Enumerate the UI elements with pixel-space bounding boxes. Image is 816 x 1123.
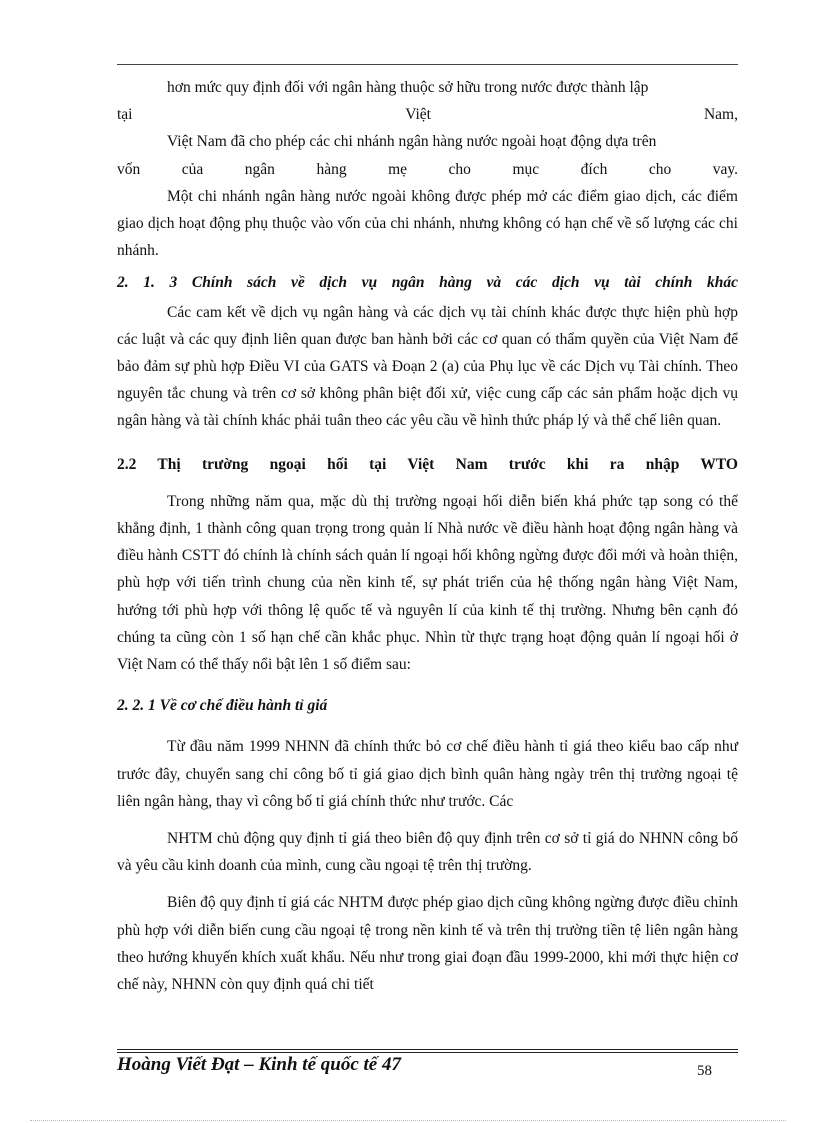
heading-2-2: 2.2 Thị trường ngoại hối tại Việt Nam trước khi ra nhập WTO [117,455,738,473]
paragraph-5: Trong những năm qua, mặc dù thị trường ngoại hối diễn biến khá phức tạp song có thể khẳng định, 1 thành công quan trọng trong quản lí Nhà nước về điều hành hoạt động ngân hàng và điều hành CSTT đó chính là chính sách quản lí ngoại hối không ngừng được đổi mới và hoàn thiện, phù hợp với tiến trình chung của nền kinh tế, sự phát triển của hệ thống ngân hàng Việt Nam, hướng tới phù hợp với thông lệ quốc tế và nguyên lí của kinh tế thị trường. Nhưng bên cạnh đó chúng ta cũng còn 1 số hạn chế cần khắc phục. Nhìn từ thực trạng hoạt động quản lí ngoại hối ở Việt Nam có thể thấy nổi bật lên 1 số điểm sau: [117,492,738,674]
footer-rule [117,1049,738,1050]
header-rule [117,64,738,65]
page-bottom-border [30,1120,786,1121]
paragraph-1-line-2: tại Việt Nam, [117,106,738,124]
paragraph-1-line-1: hơn mức quy định đối với ngân hàng thuộc sở hữu trong nước được thành lập [167,79,649,96]
footer-rule-double [117,1052,738,1053]
paragraph-2-line-2: vốn của ngân hàng mẹ cho mục đích cho vay. [117,160,738,178]
paragraph-7: NHTM chủ động quy định tỉ giá theo biên độ quy định trên cơ sở tỉ giá do NHNN công bố và yêu cầu kinh doanh của mình, cung cầu ngoại tệ trên thị trường. [117,830,738,875]
paragraph-6: Từ đầu năm 1999 NHNN đã chính thức bỏ cơ chế điều hành tỉ giá theo kiểu bao cấp như trước đây, chuyển sang chỉ công bố tỉ giá giao dịch bình quân hàng ngày trên thị trường ngoại tệ liên ngân hàng, thay vì công bố tỉ giá chính thức như trước. Các [117,738,738,810]
paragraph-2-line-1: Việt Nam đã cho phép các chi nhánh ngân hàng nước ngoài hoạt động dựa trên [167,133,657,151]
heading-2-1-3: 2. 1. 3 Chính sách về dịch vụ ngân hàng và các dịch vụ tài chính khác [117,274,738,292]
paragraph-3: Một chi nhánh ngân hàng nước ngoài không được phép mở các điểm giao dịch, các điểm giao dịch hoạt động phụ thuộc vào vốn của chi nhánh, nhưng không có hạn chế về số lượng các chi nhánh. [117,187,738,260]
heading-2-2-1: 2. 2. 1 Về cơ chế điều hành tỉ giá [117,697,328,715]
page-number: 58 [697,1063,712,1079]
footer-author: Hoàng Viết Đạt – Kinh tế quốc tế 47 [117,1054,401,1075]
paragraph-4: Các cam kết về dịch vụ ngân hàng và các dịch vụ tài chính khác được thực hiện phù hợp các luật và các quy định liên quan được ban hành bởi các cơ quan có thẩm quyền của Việt Nam để bảo đảm sự phù hợp Điều VI của GATS và Đoạn 2 (a) của Phụ lục về các Dịch vụ Tài chính. Theo nguyên tắc chung và trên cơ sở không phân biệt đối xử, việc cung cấp các sản phẩm hoặc dịch vụ ngân hàng và tài chính khác phải tuân theo các yêu cầu về hình thức pháp lý và thể chế liên quan. [117,303,738,430]
document-body [117,74,738,998]
paragraph-8: Biên độ quy định tỉ giá các NHTM được phép giao dịch cũng không ngừng được điều chỉnh phù hợp với diễn biến cung cầu ngoại tệ trong nền kinh tế và trên thị trường tiền tệ liên ngân hàng theo hướng khuyến khích xuất khẩu. Nếu như trong giai đoạn đầu 1999-2000, khi mới thực hiện cơ chế này, NHNN còn quy định quá chi tiết [117,894,738,994]
